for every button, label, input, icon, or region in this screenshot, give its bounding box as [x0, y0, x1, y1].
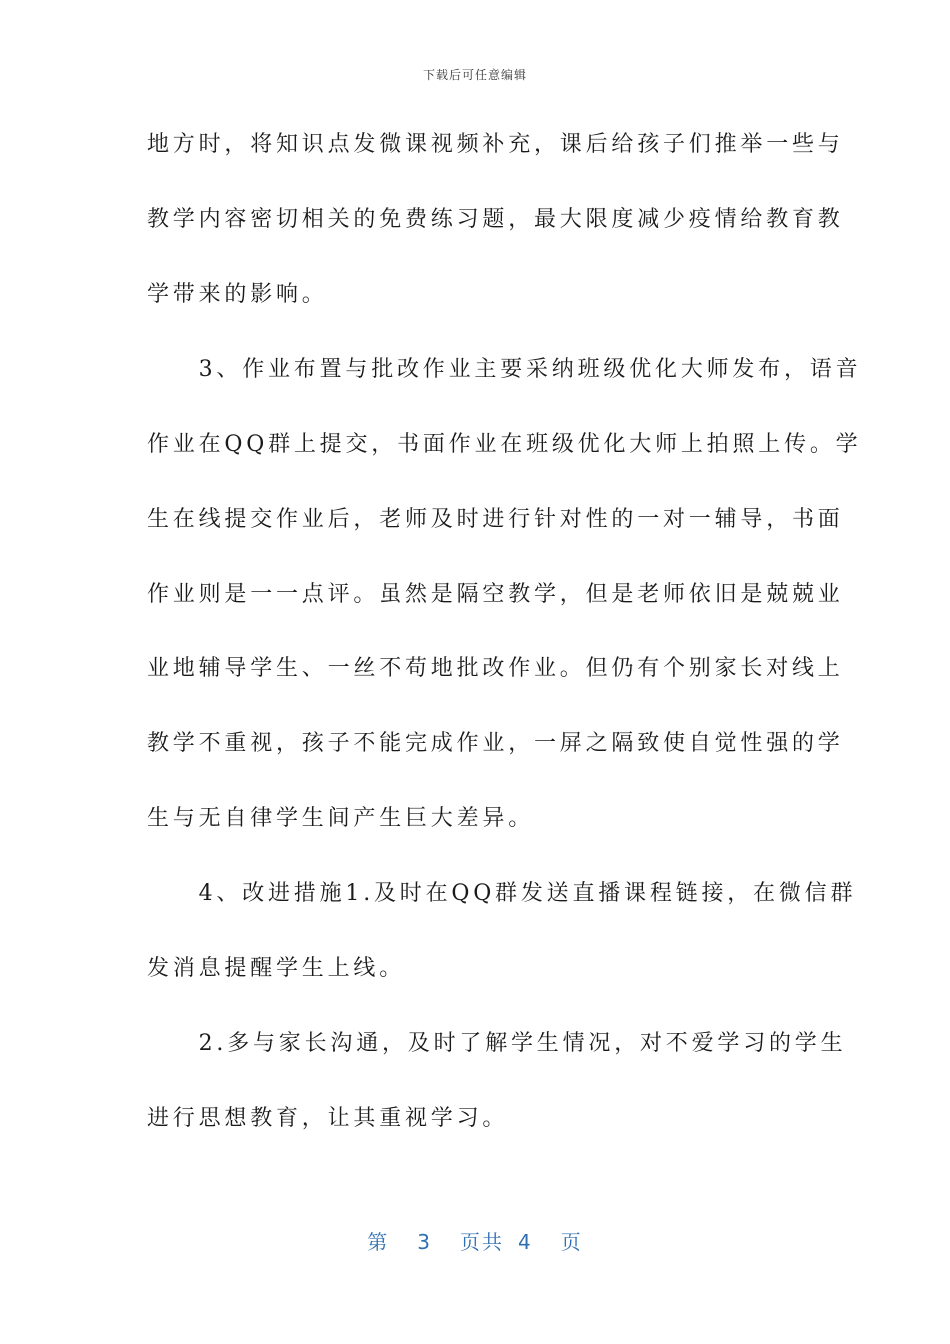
page-suffix: 页 — [560, 1230, 583, 1254]
body-line: 生在线提交作业后，老师及时进行针对性的一对一辅导，书面 — [147, 507, 844, 532]
body-line: 作业在QQ群上提交，书面作业在班级优化大师上拍照上传。学 — [147, 432, 862, 457]
body-line: 教学内容密切相关的免费练习题，最大限度减少疫情给教育教 — [147, 207, 844, 232]
body-line: 学带来的影响。 — [147, 282, 328, 307]
body-line: 生与无自律学生间产生巨大差异。 — [147, 806, 535, 831]
body-line: 地方时，将知识点发微课视频补充，课后给孩子们推举一些与 — [147, 132, 844, 157]
body-line: 进行思想教育，让其重视学习。 — [147, 1106, 509, 1131]
body-line: 2.多与家长沟通，及时了解学生情况，对不爱学习的学生 — [147, 1031, 847, 1056]
page-total: 4 — [518, 1230, 533, 1254]
header-note: 下载后可任意编辑 — [422, 68, 527, 82]
body-line: 3、作业布置与批改作业主要采纳班级优化大师发布，语音 — [147, 357, 862, 382]
page-number-footer — [0, 1226, 950, 1255]
page-middle: 页共 — [460, 1230, 504, 1254]
body-line: 业地辅导学生、一丝不苟地批改作业。但仍有个别家长对线上 — [147, 656, 844, 681]
body-line: 发消息提醒学生上线。 — [147, 956, 406, 981]
body-line: 4、改进措施1.及时在QQ群发送直播课程链接，在微信群 — [147, 881, 857, 906]
page-prefix: 第 — [367, 1230, 390, 1254]
body-line: 教学不重视，孩子不能完成作业，一屏之隔致使自觉性强的学 — [147, 731, 844, 756]
body-line: 作业则是一一点评。虽然是隔空教学，但是老师依旧是兢兢业 — [147, 582, 844, 607]
page-current: 3 — [417, 1230, 432, 1254]
